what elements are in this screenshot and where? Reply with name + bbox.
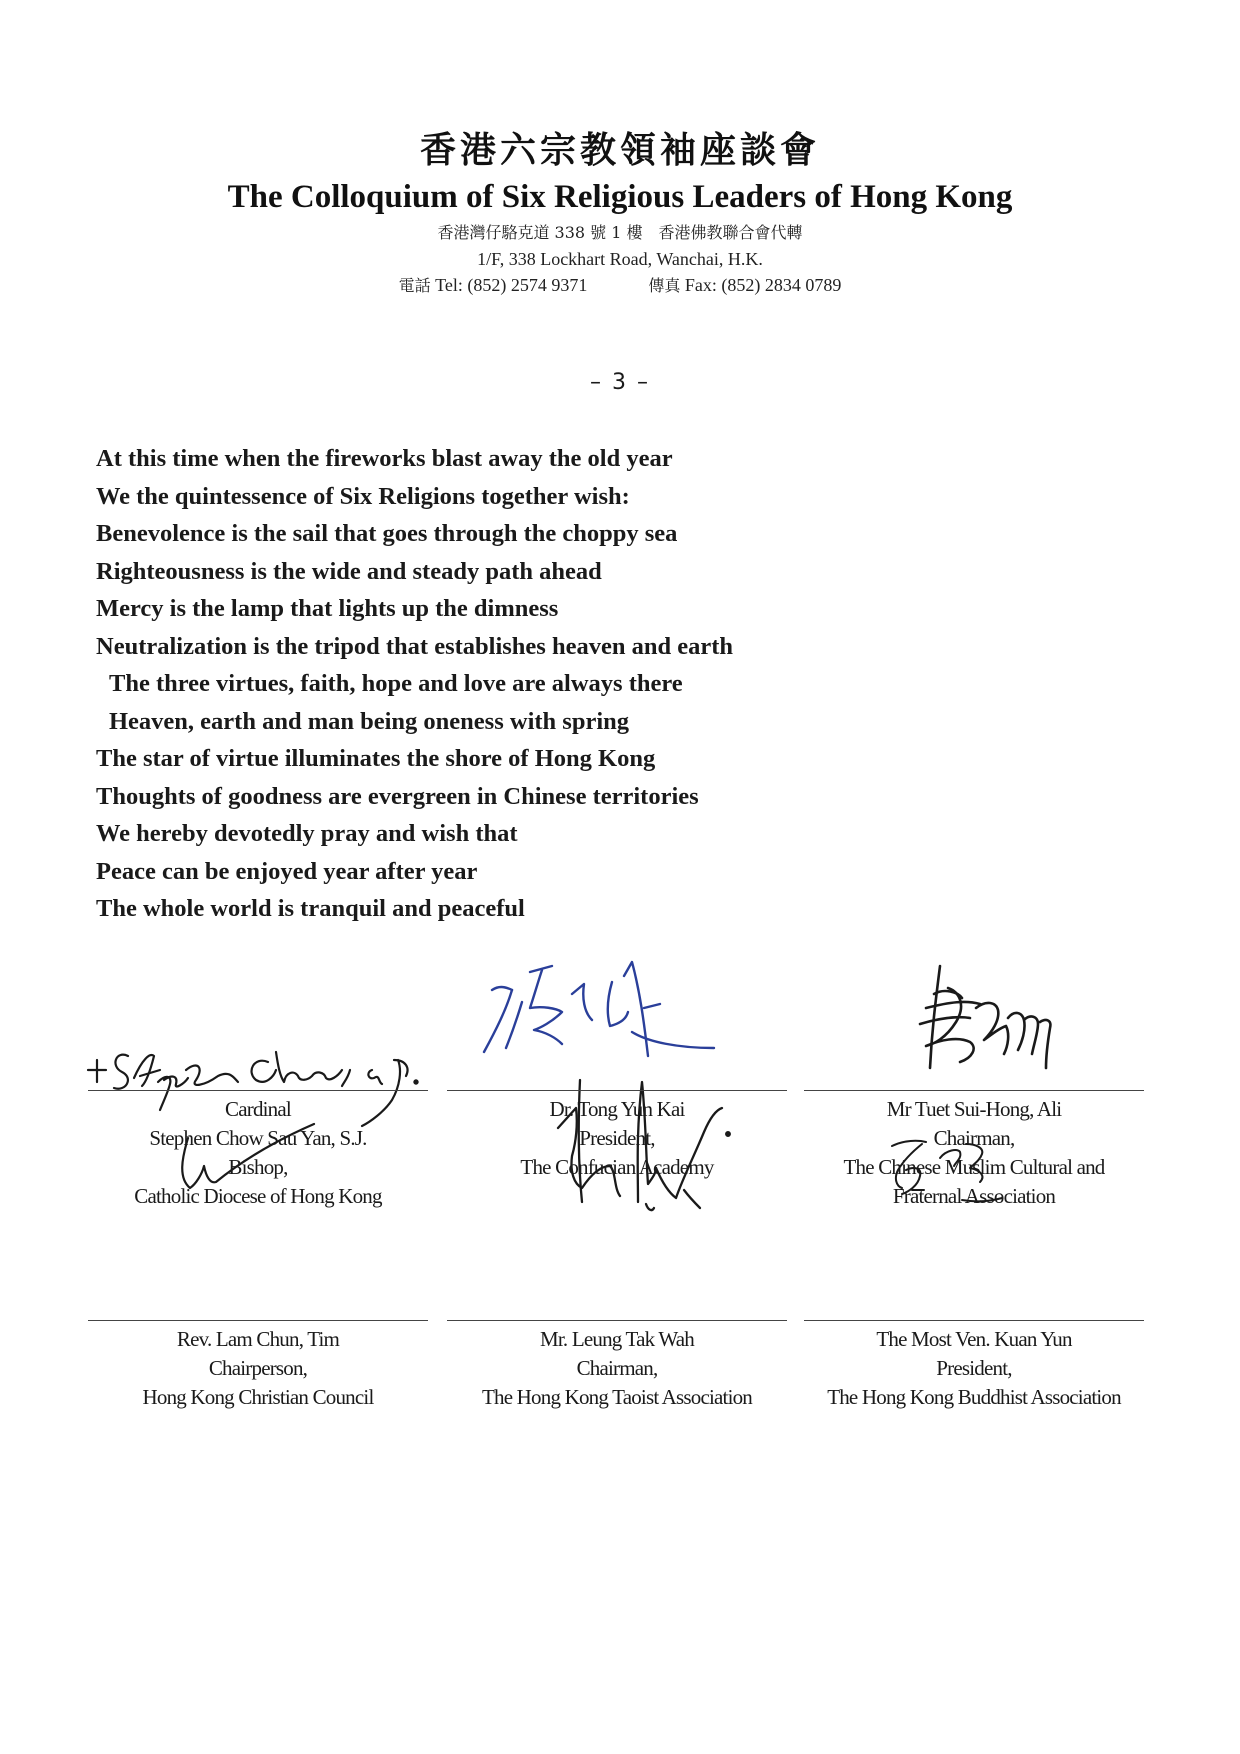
- signatory-block: [447, 1320, 787, 1412]
- poem-line: The whole world is tranquil and peaceful: [96, 895, 525, 922]
- poem-body: [96, 440, 1136, 928]
- poem-line: Heaven, earth and man being oneness with spring: [109, 707, 630, 735]
- signatory-role: Chairman,: [576, 1356, 658, 1380]
- signature-tuet-sui-hong: [900, 958, 1070, 1088]
- signatory-organization: Hong Kong Christian Council: [142, 1385, 374, 1409]
- signatory-organization: The Confucian Academy: [520, 1155, 714, 1179]
- fax-label-cn: 傳真: [648, 276, 681, 295]
- signatory-role: Chairperson,: [208, 1356, 308, 1380]
- poem-line: Thoughts of goodness are evergreen in Chinese territories: [96, 782, 699, 810]
- page-number: – 3 –: [590, 370, 650, 395]
- signatory-block: [88, 1090, 428, 1211]
- tel-label-cn: 電話: [398, 276, 431, 295]
- signatory-role: President,: [579, 1126, 655, 1150]
- signatory-name: Stephen Chow Sau Yan, S.J.: [149, 1126, 367, 1150]
- poem-line: At this time when the fireworks blast away the old year: [96, 445, 673, 472]
- poem-line: The three virtues, faith, hope and love are always there: [109, 670, 683, 697]
- signatory-organization: Catholic Diocese of Hong Kong: [134, 1184, 382, 1208]
- signatory-role: Chairman,: [933, 1126, 1015, 1150]
- signatory-role: Bishop,: [228, 1155, 288, 1179]
- signature-tong-yun-kai: [472, 952, 742, 1092]
- poem-line: Righteousness is the wide and steady path ahead: [96, 557, 602, 585]
- poem-line: Mercy is the lamp that lights up the dimness: [96, 595, 559, 622]
- signatory-title: Cardinal: [225, 1097, 291, 1121]
- signatory-name: Dr. Tong Yun Kai: [549, 1097, 685, 1121]
- poem-line: The star of virtue illuminates the shore of Hong Kong: [96, 745, 656, 772]
- signatory-organization: The Hong Kong Taoist Association: [481, 1385, 753, 1409]
- poem-line: Neutralization is the tripod that establishes heaven and earth: [96, 632, 733, 660]
- poem-line: We hereby devotedly pray and wish that: [96, 820, 518, 847]
- address-chinese: 香港灣仔駱克道 338 號 1 樓 香港佛教聯合會代轉: [437, 223, 803, 242]
- poem-line: Peace can be enjoyed year after year: [96, 857, 478, 885]
- signature-line: [88, 1090, 428, 1091]
- signatory-name: Mr. Leung Tak Wah: [540, 1327, 694, 1351]
- fax-number: Fax: (852) 2834 0789: [684, 275, 842, 295]
- poem-line: Benevolence is the sail that goes through the choppy sea: [96, 520, 678, 547]
- signatory-block: [88, 1320, 428, 1412]
- letterhead: [0, 128, 1240, 299]
- title-chinese: 香港六宗教領袖座談會: [419, 129, 820, 171]
- contact-line: [0, 272, 1240, 299]
- title-english: The Colloquium of Six Religious Leaders of Hong Kong: [227, 179, 1013, 215]
- tel-number: Tel: (852) 2574 9371: [435, 275, 588, 295]
- signatory-role: President,: [936, 1356, 1012, 1380]
- signatory-name: The Most Ven. Kuan Yun: [876, 1327, 1072, 1351]
- poem-line: We the quintessence of Six Religions together wish:: [96, 482, 630, 510]
- signatory-organization: The Chinese Muslim Cultural and: [843, 1155, 1105, 1179]
- address-english: 1/F, 338 Lockhart Road, Wanchai, H.K.: [477, 249, 763, 269]
- signature-line: [447, 1320, 787, 1321]
- signatory-organization: The Hong Kong Buddhist Association: [827, 1385, 1121, 1409]
- signatory-block: [804, 1090, 1144, 1211]
- signature-line: [804, 1090, 1144, 1091]
- signatory-name: Mr Tuet Sui-Hong, Ali: [886, 1097, 1062, 1121]
- signatory-organization: Fraternal Association: [892, 1184, 1056, 1208]
- signature-line: [804, 1320, 1144, 1321]
- signatory-block: [447, 1090, 787, 1182]
- signatory-name: Rev. Lam Chun, Tim: [176, 1327, 340, 1351]
- signatory-block: [804, 1320, 1144, 1412]
- signature-line: [447, 1090, 787, 1091]
- signature-line: [88, 1320, 428, 1321]
